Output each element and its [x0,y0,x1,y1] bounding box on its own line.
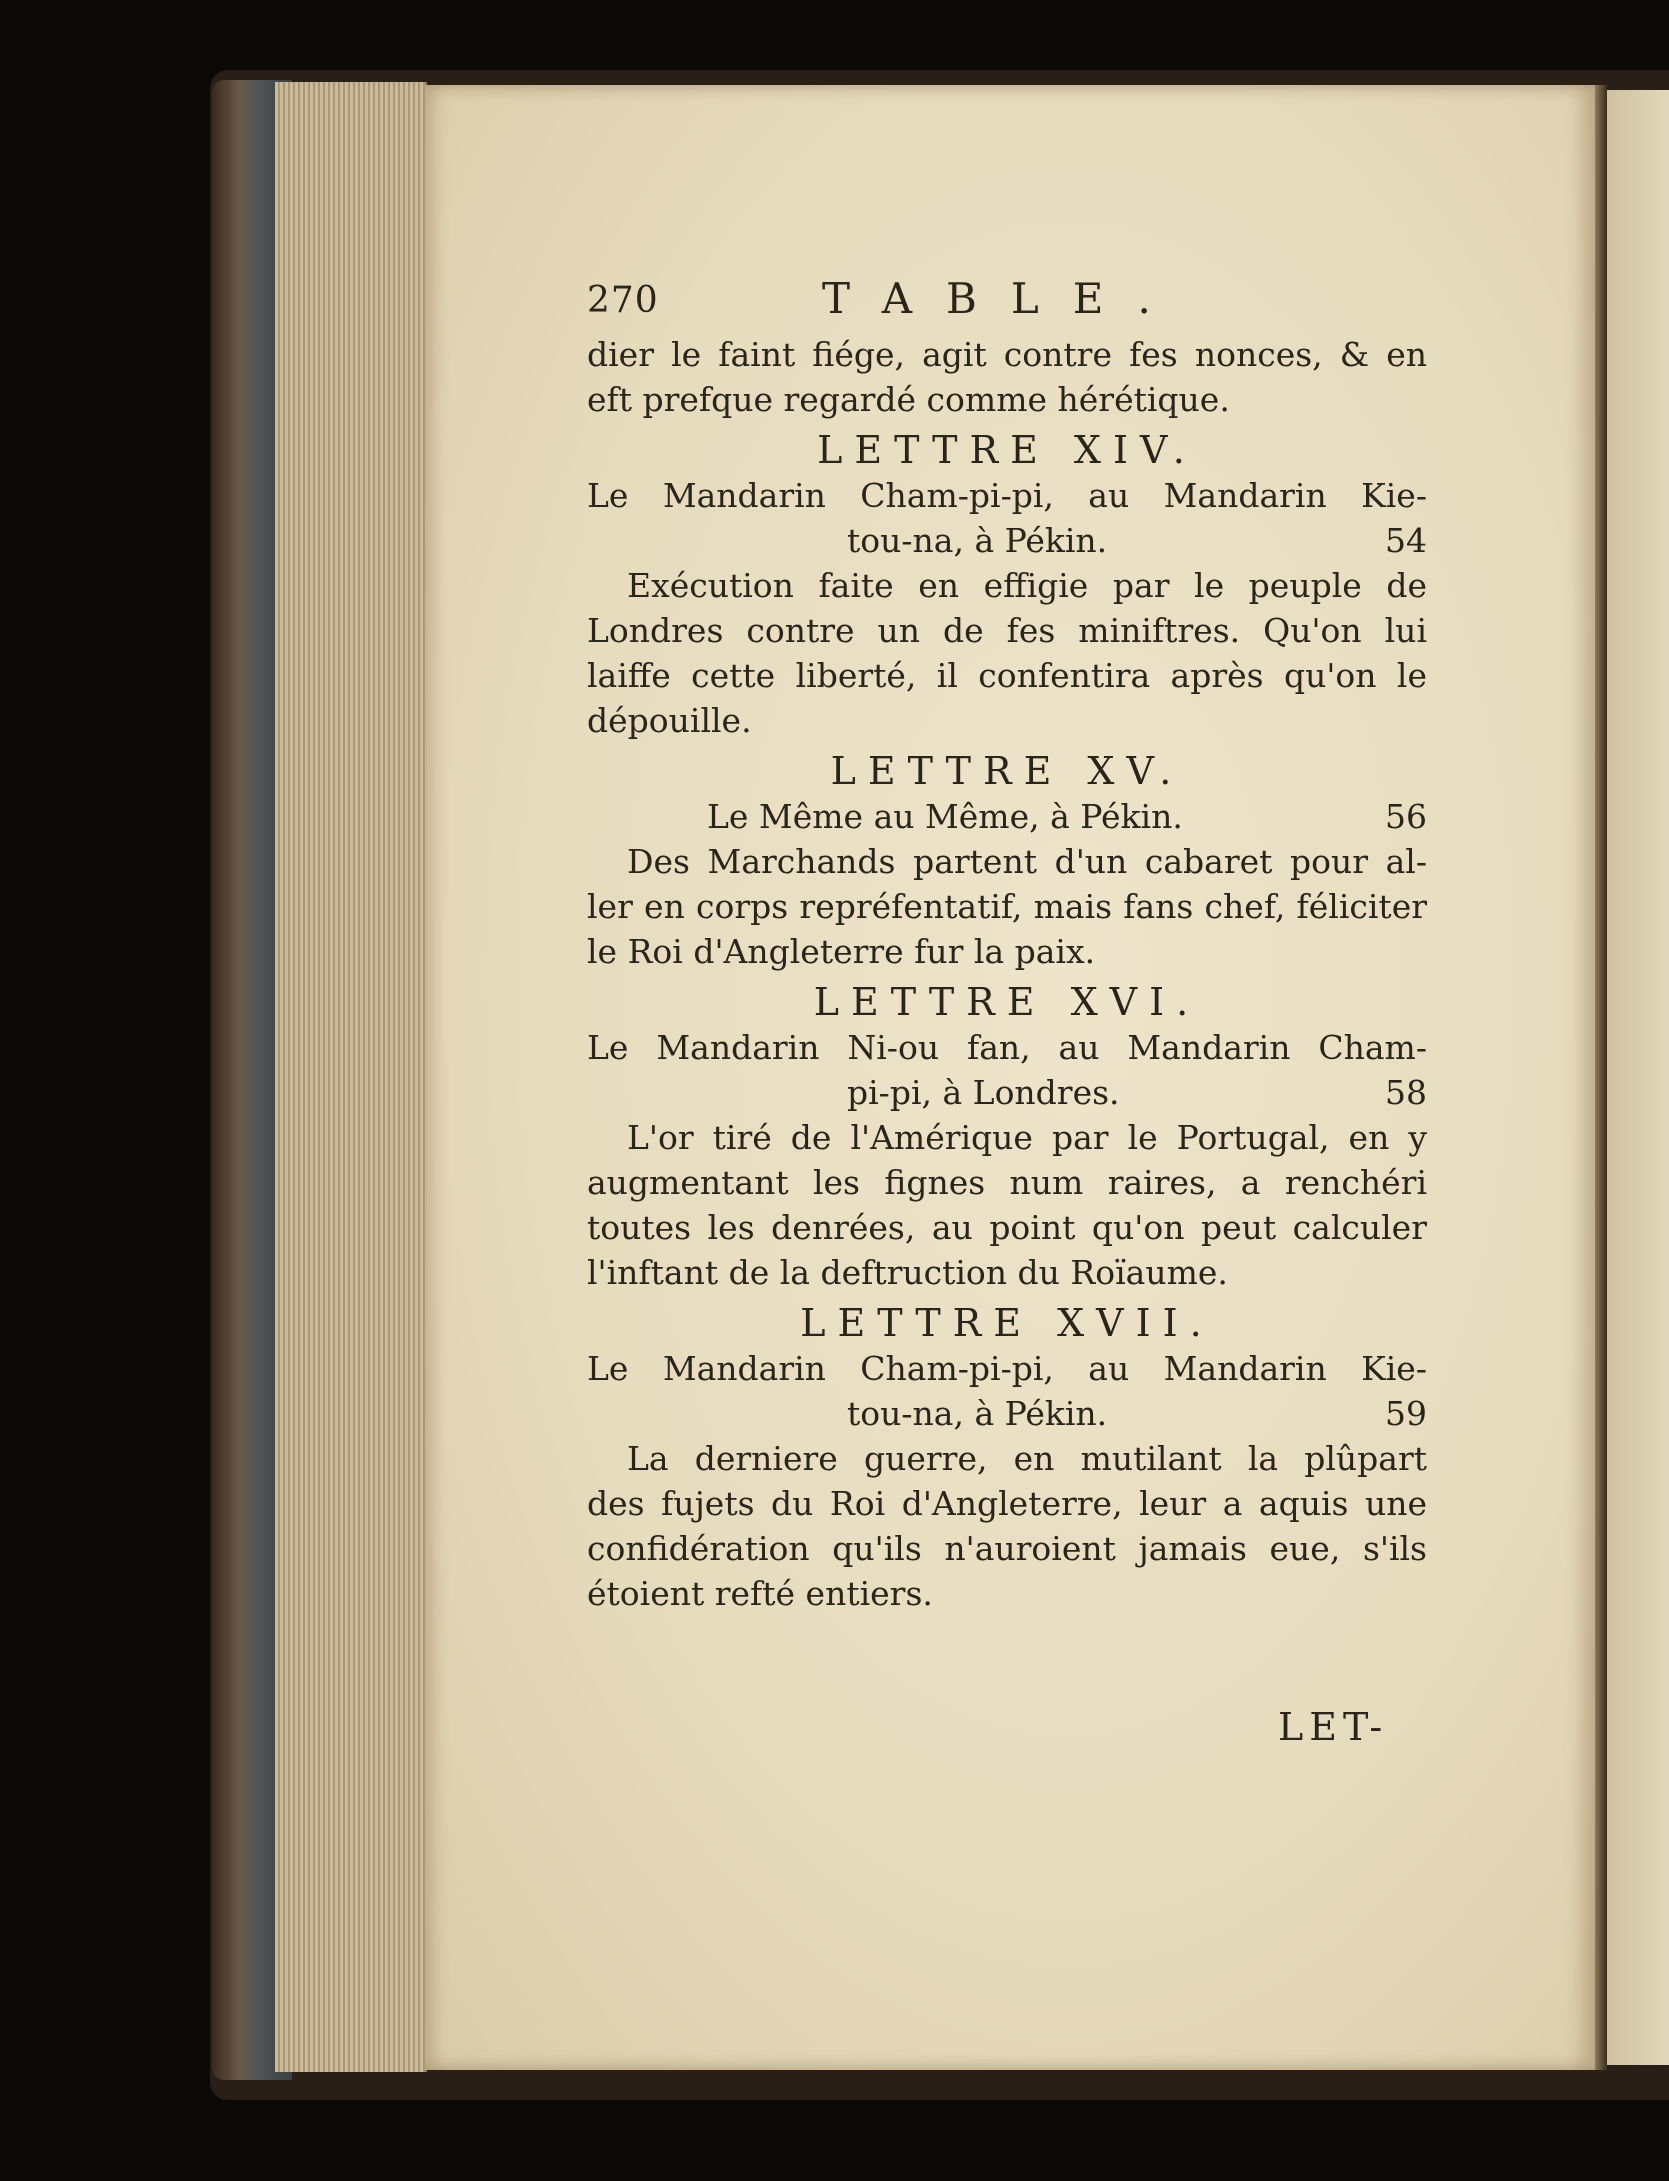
text-line: laiffe cette liberté, il confentira après qu'on le [587,656,1427,695]
text-line: Londres contre un de fes miniftres. Qu'on lui [587,611,1427,650]
text-line: toutes les denrées, au point qu'on peut calculer [587,1208,1427,1247]
entry-line: Le Mandarin Ni-ou fan, au Mandarin Cham- [587,1028,1427,1067]
text-line: Des Marchands partent d'un cabaret pour al- [627,842,1427,881]
text-line: le Roi d'Angleterre fur la paix. [587,932,1096,971]
text-line: dépouille. [587,701,752,740]
entry-destination [587,1070,1427,1115]
text-line: l'inftant de la deftruction du Roïaume. [587,1253,1228,1292]
page-header [587,270,1427,332]
text-line: ler en corps repréfentatif, mais fans chef, féliciter [587,887,1427,926]
entry-destination-text: tou-na, à Pékin. [847,521,1108,560]
text-line: L'or tiré de l'Amérique par le Portugal, en y [627,1118,1427,1157]
entry-line: Le Mandarin Cham-pi-pi, au Mandarin Kie- [587,1349,1427,1388]
entry-destination-text: pi-pi, à Londres. [847,1073,1120,1112]
text-line: dier le faint fiége, agit contre fes nonces, & en [587,335,1427,374]
page-number: 270 [587,280,659,321]
text-line: eft prefque regardé comme hérétique. [587,380,1230,419]
text-line: confidération qu'ils n'auroient jamais eue, s'ils [587,1529,1427,1568]
page-gutter [1595,85,1607,2070]
page-text [587,270,1427,1616]
entry-page-ref: 54 [1385,521,1427,560]
catchword: LET- [1278,1705,1389,1749]
entry-page-ref: 58 [1385,1073,1427,1112]
letter-heading: LETTRE XVII. [800,1301,1214,1345]
entry-destination [587,1391,1427,1436]
entry-line: Le Mandarin Cham-pi-pi, au Mandarin Kie- [587,476,1427,515]
letter-heading: LETTRE XV. [830,749,1184,793]
entry-page-ref: 56 [1385,797,1427,836]
entry-page-ref: 59 [1385,1394,1427,1433]
entry-destination [587,518,1427,563]
page-edges [275,82,427,2072]
running-title: TABLE. [822,274,1185,323]
letter-heading: LETTRE XVI. [813,980,1201,1024]
entry-destination-text: tou-na, à Pékin. [847,1394,1108,1433]
entry-destination [587,794,1427,839]
letter-heading: LETTRE XIV. [817,428,1197,472]
text-line: augmentant les fignes num raires, a renchéri [587,1163,1427,1202]
entry-destination-text: Le Même au Même, à Pékin. [707,797,1183,836]
text-line: des fujets du Roi d'Angleterre, leur a aquis une [587,1484,1427,1523]
text-line: Exécution faite en effigie par le peuple de [627,566,1427,605]
facing-page-edge [1607,90,1669,2065]
text-line: étoient refté entiers. [587,1574,933,1613]
text-line: La derniere guerre, en mutilant la plûpart [627,1439,1427,1478]
